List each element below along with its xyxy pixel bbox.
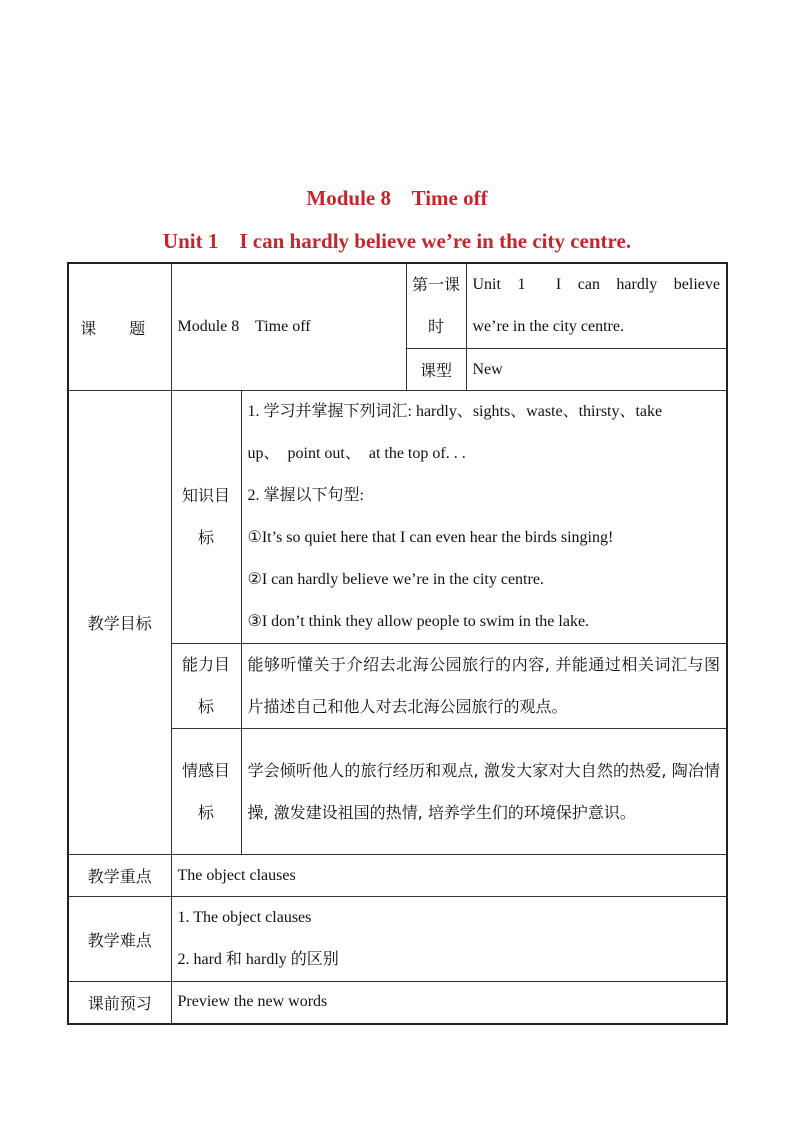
knowledge-line: 1. 学习并掌握下列词汇: hardly、sights、waste、thirsty、take: [247, 403, 663, 420]
difficult-content-cell: [171, 897, 727, 982]
period-label: 第一课时: [411, 275, 460, 336]
ability-content-cell: [241, 644, 727, 729]
difficult-line: 1. The object clauses: [177, 909, 312, 926]
unit-word: Unit: [472, 276, 501, 293]
lesson-plan-table: [67, 262, 728, 1025]
knowledge-line: up、 point out、 at the top of. . .: [247, 445, 466, 462]
knowledge-line: 2. 掌握以下句型:: [247, 487, 364, 504]
difficult-label-cell: [68, 897, 171, 982]
unit-title: Unit 1 I can hardly believe we’re in the city centre.: [162, 229, 632, 253]
difficult-label: 教学难点: [87, 930, 152, 950]
type-value: New: [472, 360, 503, 378]
key-text: The object clauses: [177, 866, 296, 884]
period-value-cell: [466, 263, 727, 349]
objectives-label-cell: [68, 391, 171, 855]
unit-word: can: [577, 276, 600, 293]
sentence-pattern: ②I can hardly believe we’re in the city centre.: [247, 571, 544, 588]
knowledge-label: 知识目标: [181, 486, 230, 547]
ability-text: 能够听懂关于介绍去北海公园旅行的内容, 并能通过相关词汇与图片描述自己和他人对去北海公园旅行的观点。: [247, 655, 720, 716]
key-label-cell: [68, 855, 171, 897]
unit-word: 1: [517, 276, 526, 293]
sentence-pattern: ①It’s so quiet here that I can even hear the birds singing!: [247, 529, 614, 546]
type-label-cell: [406, 349, 466, 391]
emotion-label: 情感目标: [181, 760, 230, 822]
preview-label-cell: [68, 982, 171, 1024]
unit-word: hardly: [616, 276, 658, 293]
ability-label: 能力目标: [181, 655, 230, 716]
topic-module-cell: [171, 263, 406, 391]
sentence-pattern: ③I don’t think they allow people to swim in the lake.: [247, 613, 590, 630]
module-title: Module 8 Time off: [306, 186, 488, 210]
period-label-cell: [406, 263, 466, 349]
unit-word: I: [555, 276, 562, 293]
preview-text: Preview the new words: [177, 993, 328, 1011]
emotion-text: 学会倾听他人的旅行经历和观点, 激发大家对大自然的热爱, 陶冶情操, 激发建设祖国的热情, 培养学生们的环境保护意识。: [247, 760, 720, 822]
topic-label: 课 题: [80, 318, 160, 338]
ability-label-cell: [171, 644, 241, 729]
topic-module: Module 8 Time off: [177, 318, 311, 335]
type-value-cell: [466, 349, 727, 391]
key-content-cell: [171, 855, 727, 897]
unit-line2: we’re in the city centre.: [472, 318, 624, 335]
difficult-line: 2. hard 和 hardly 的区别: [177, 951, 339, 968]
topic-label-cell: [68, 263, 171, 391]
unit-line1: [473, 264, 721, 306]
emotion-content-cell: [241, 729, 727, 855]
knowledge-content-cell: [241, 391, 727, 644]
objectives-label: 教学目标: [87, 614, 152, 633]
unit-word: believe: [673, 276, 720, 293]
emotion-label-cell: [171, 729, 241, 855]
preview-content-cell: [171, 982, 727, 1024]
knowledge-label-cell: [171, 391, 241, 644]
type-label: 课型: [419, 361, 452, 380]
key-label: 教学重点: [87, 867, 152, 886]
preview-label: 课前预习: [87, 993, 152, 1013]
